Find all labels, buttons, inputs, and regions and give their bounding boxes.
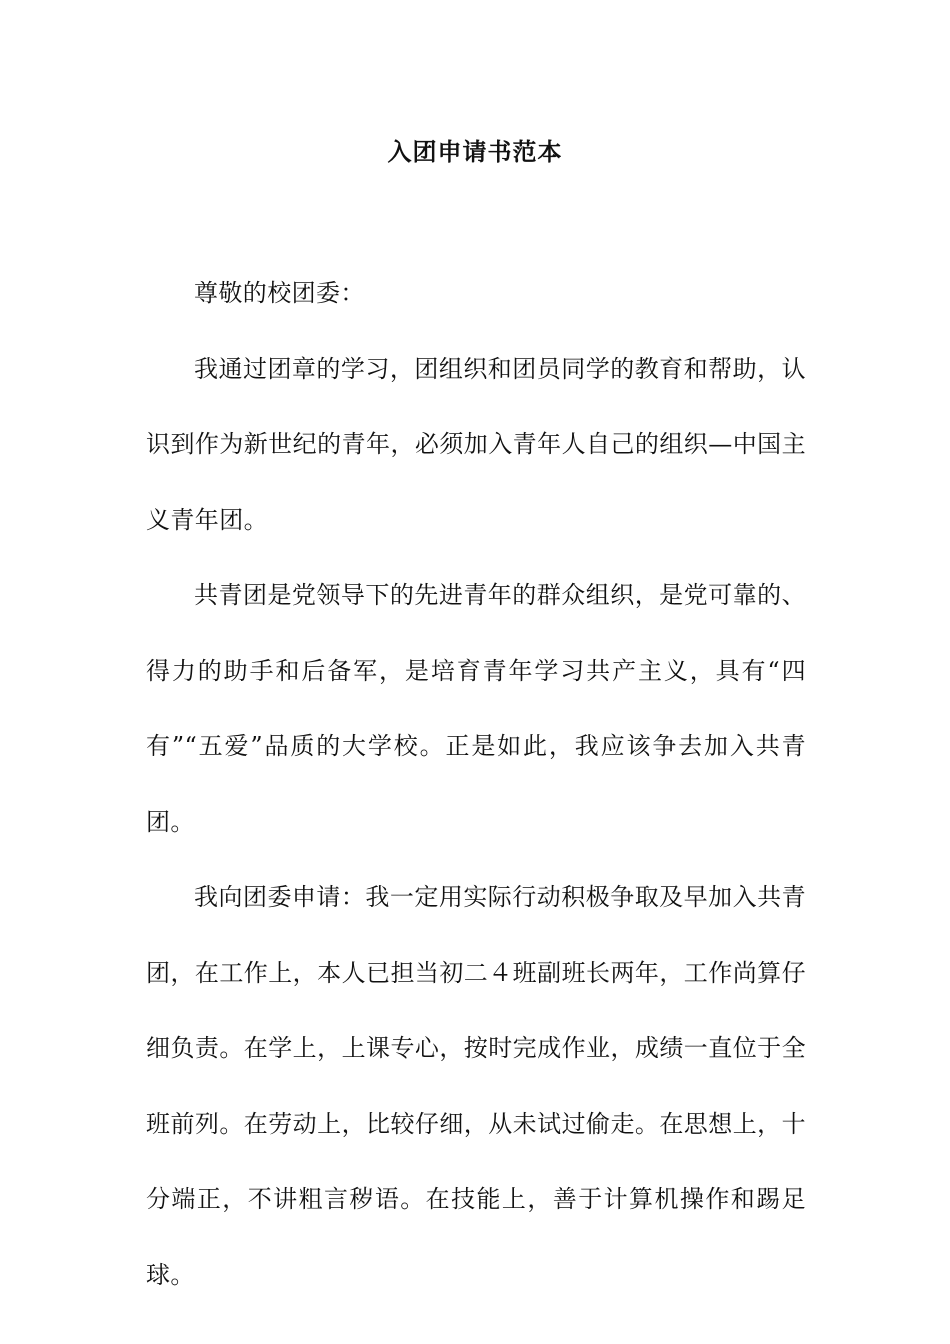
paragraph-3: 我向团委申请：我一定用实际行动积极争取及早加入共青团，在工作上，本人已担当初二４班副班长两年，工作尚算仔细负责。在学上，上课专心，按时完成作业，成绩一直位于全班前列。在劳动上，比较仔细，从未试过偷走。在思想上，十分端正，不讲粗言秽语。在技能上，善于计算机操作和踢足球。 (146, 883, 806, 1289)
paragraph-2: 共青团是党领导下的先进青年的群众组织，是党可靠的、得力的助手和后备军，是培育青年学习共产主义，具有“四有”“五爱”品质的大学校。正是如此，我应该争去加入共青团。 (146, 581, 806, 836)
salutation: 尊敬的校团委： (194, 279, 365, 307)
paragraph-1: 我通过团章的学习，团组织和团员同学的教育和帮助，认识到作为新世纪的青年，必须加入青年人自己的组织—中国主义青年团。 (146, 354, 806, 534)
document-title: 入团申请书范本 (387, 138, 563, 166)
document-body (146, 256, 806, 1313)
